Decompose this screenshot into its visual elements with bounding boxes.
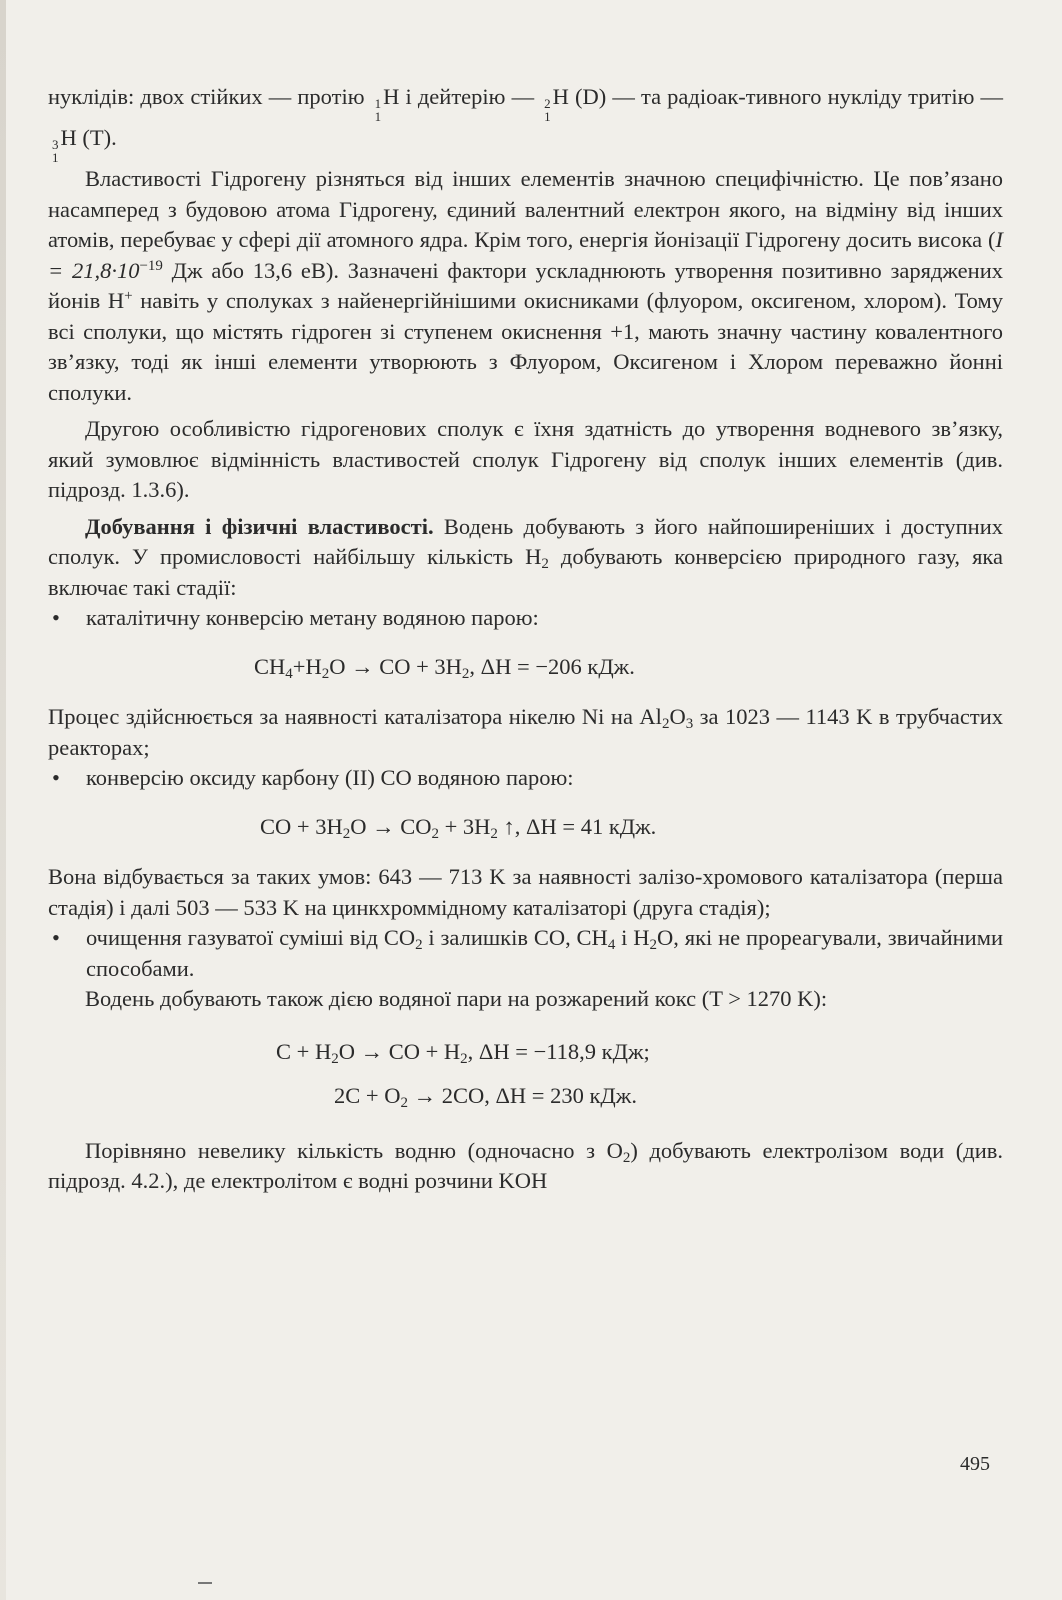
- bullet-icon: •: [52, 765, 60, 790]
- bullet-icon: •: [52, 925, 60, 950]
- nuclide-index: 2 1: [544, 96, 551, 124]
- equation-methane-conversion: $CH_4+H_2O$ → CO + $3H_2$, ΔH = −206 кДж.: [254, 653, 635, 682]
- bullet-item-3: • очищення газуватої суміші від $CO_2$ і залишків CO, $CH_4$ і $H_2O$, які не прореагували, звичайними способами.: [52, 925, 1003, 981]
- paragraph-coke: Водень добувають також дією водяної пари на розжарений кокс (T > 1270 K):: [85, 986, 828, 1011]
- scan-mark: [198, 1582, 212, 1584]
- section-heading: Добування і фізичні властивості.: [85, 513, 434, 539]
- bullet-item-2: • конверсію оксиду карбону (II) CO водяною парою:: [48, 763, 1003, 794]
- page-edge-shadow: [0, 0, 6, 1600]
- nuclide-index: 1 1: [374, 96, 382, 124]
- page-body: [48, 82, 1003, 1197]
- bullet-icon: •: [52, 605, 60, 630]
- nuclide-index: 3 1: [52, 137, 59, 165]
- paragraph-conditions: Вона відбувається за таких умов: 643 — 713 K за наявності залізо-хромового каталізатора (перша стадія) і далі 503 — 533 K на цинкхроммідному каталізаторі (друга стадія);: [48, 864, 1003, 920]
- equation-coke-steam: $C + H_2O$ → CO + $H_2$, ΔH = −118,9 кДж;: [276, 1038, 650, 1067]
- equation-coke-oxygen: $2C + O_2 \to 2CO$, ΔH = 230 кДж.: [334, 1083, 637, 1111]
- paragraph-electrolysis: Порівняно невелику кількість водню (одночасно з $O_2$) добувають електролізом води (див. підрозд. 4.2.), де електролітом є водні розчини KOH: [48, 1137, 1003, 1193]
- paragraph-properties: Властивості Гідрогену різняться від інших елементів значною специфічністю. Це пов’язано насамперед з будовою атома Гідрогену, єдиний валентний електрон якого, на відміну від інших атомів, перебуває у сфері дії атомного ядра. Крім того, енергія йонізації Гідрогену досить висока ($I = 21,8\cdot 10^{-19}$ Дж або 13,6 еВ). Зазначені фактори ускладнюють утворення позитивно заряджених йонів H+ навіть у сполуках з найенергійнішими окисниками (флуором, оксигеном, хлором). Тому всі сполуки, що містять гідроген зі ступенем окиснення +1, мають значну частину ковалентного зв’язку, тоді як інші елементи утворюють з Флуором, Оксигеном і Хлором переважно йонні сполуки.: [48, 166, 1004, 405]
- page-number: 495: [960, 1453, 990, 1475]
- paragraph-catalyst: Процес здійснюється за наявності каталізатора нікелю Ni на $Al_2O_3$ за 1023 — 1143 K в трубчастих реакторах;: [48, 704, 1004, 760]
- paragraph-hydrogen-bond: Другою особливістю гідрогенових сполук є їхня здатність до утворення водневого зв’язку, який зумовлює відмінність властивостей сполук Гідрогену від сполук інших елементів (див. підрозд. 1.3.6).: [48, 416, 1003, 502]
- paragraph-isotopes: нуклідів: двох стійких — протію 1 1 H і дейтерію — 2 1 H (D) — та радіоак-тивного нукліду тритію — 3 1 H (T).: [48, 84, 1003, 165]
- equation-co-conversion: CO + $3H_2O \to CO_2 + 3H_2$ ↑, ΔH = 41 кДж.: [260, 813, 657, 842]
- paragraph-production: Добування і фізичні властивості. Водень добувають з його найпоширеніших і доступних сполук. У промисловості найбільшу кількість $H_2$ добувають конверсією природного газу, яка включає такі стадії:: [48, 513, 1003, 600]
- bullet-item-1: • каталітичну конверсію метану водяною парою:: [48, 603, 1003, 634]
